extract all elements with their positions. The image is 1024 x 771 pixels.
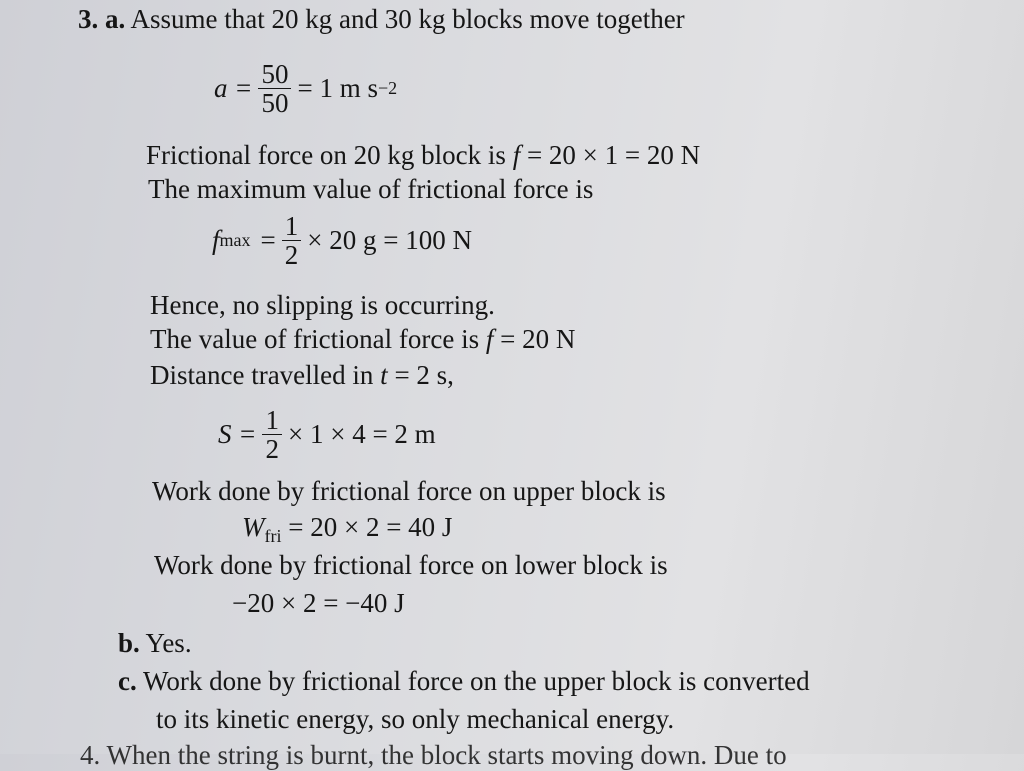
distance-text: Distance travelled in	[150, 360, 381, 390]
part-b-line	[118, 628, 192, 658]
distance-line	[150, 360, 454, 390]
question-header	[78, 4, 685, 34]
part-c-text-2: to its kinetic energy, so only mechanical energy.	[156, 704, 675, 734]
friction-value-text: The value of frictional force is	[150, 324, 486, 354]
work-upper-equation	[242, 512, 452, 551]
eq2-sub: max	[219, 230, 251, 250]
friction-value: = 20 × 1 = 20 N	[520, 140, 701, 170]
eq1-denominator: 50	[261, 88, 289, 118]
eq4-sub: fri	[264, 526, 282, 546]
eq5-text: −20 × 2 = −40 J	[232, 588, 405, 618]
question-number: 3.	[78, 4, 99, 34]
eq2-fraction	[282, 212, 302, 269]
part-c-text-1: Work done by frictional force on the upper block is converted	[143, 666, 810, 696]
acceleration-equation	[214, 60, 397, 117]
next-question-fragment: 4. When the string is burnt, the block starts moving down. Due to	[80, 740, 787, 770]
time-symbol: t	[380, 360, 388, 390]
eq1-numerator: 50	[258, 60, 291, 89]
no-slipping-text: Hence, no slipping is occurring.	[150, 290, 495, 320]
assumption-text: Assume that 20 kg and 30 kg blocks move together	[130, 4, 685, 34]
work-upper-text: Work done by frictional force on upper block is	[152, 476, 666, 506]
eq1-exponent: −2	[377, 78, 398, 98]
fmax-equation	[212, 212, 472, 269]
part-b-text: Yes.	[145, 628, 192, 658]
eq3-denominator: 2	[265, 434, 279, 464]
work-lower-line	[154, 550, 668, 580]
frictional-force-line	[146, 140, 700, 170]
eq3-rhs: × 1 × 4 = 2 m	[287, 419, 436, 449]
eq3-numerator: 1	[262, 406, 282, 435]
eq2-numerator: 1	[282, 212, 302, 241]
max-friction-line	[148, 174, 593, 204]
time-value: = 2 s,	[387, 360, 454, 390]
friction-value-number: = 20 N	[493, 324, 576, 354]
max-friction-text: The maximum value of frictional force is	[148, 174, 594, 204]
part-c-line-2	[156, 704, 674, 734]
eq3-fraction	[262, 406, 282, 463]
distance-equation	[218, 406, 436, 463]
work-lower-equation	[232, 588, 405, 618]
no-slipping-line	[150, 290, 495, 320]
eq2-equals: =	[260, 225, 276, 255]
part-c-line	[118, 666, 810, 696]
eq4-rhs: = 20 × 2 = 40 J	[281, 512, 453, 542]
eq1-fraction	[258, 60, 291, 117]
eq3-lhs: S =	[218, 419, 257, 449]
friction-symbol: f	[512, 140, 521, 170]
part-a-label: a.	[105, 4, 126, 34]
eq1-lhs: a =	[214, 73, 253, 103]
eq1-rhs: = 1 m s	[297, 73, 378, 103]
work-upper-line	[152, 476, 666, 506]
friction-value-line	[150, 324, 575, 354]
eq2-denominator: 2	[284, 240, 299, 270]
part-b-label: b.	[118, 628, 140, 658]
eq2-rhs: × 20 g = 100 N	[307, 225, 472, 255]
eq2-f: f	[212, 225, 220, 255]
part-c-label: c.	[118, 666, 137, 696]
friction-text: Frictional force on 20 kg block is	[146, 140, 513, 170]
work-lower-text: Work done by frictional force on lower block is	[154, 550, 668, 580]
friction-value-symbol: f	[485, 324, 494, 354]
eq4-w: W	[242, 512, 265, 542]
